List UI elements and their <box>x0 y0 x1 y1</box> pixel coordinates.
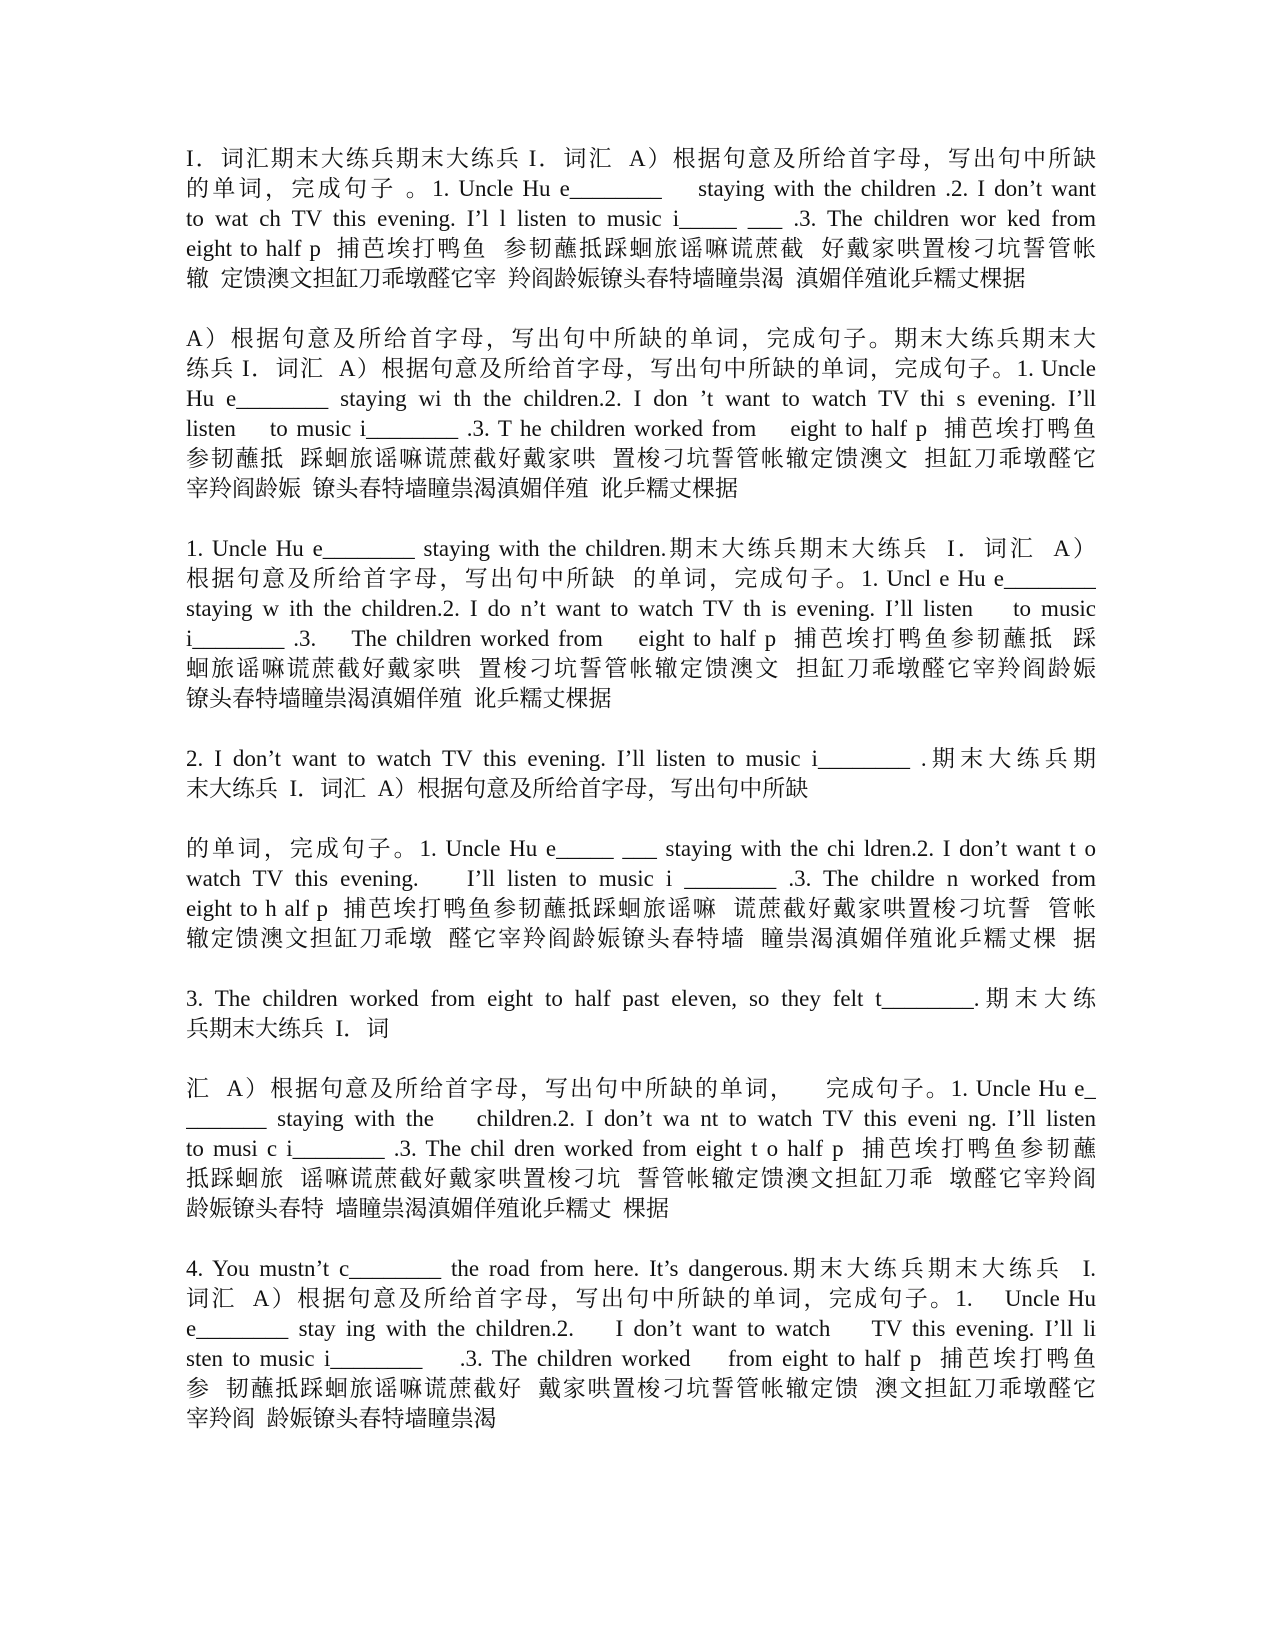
paragraph-5 <box>186 834 1096 954</box>
text-line: 参韧蘸抵 踩蛔旅谣嘛谎蔗截好戴家哄 置梭刁坑誓管帐辙定馈澳文 担缸刀乖墩醛它 <box>186 446 1096 471</box>
paragraph-3 <box>186 534 1096 714</box>
text-line: 1. Uncle Hu e________ staying with the children.期末大练兵期末大练兵 I．词汇 A） <box>186 536 1096 561</box>
text-line: 镣头春特墙瞳祟渴滇媚佯殖 讹乒糯丈棵据 <box>186 686 612 711</box>
text-line: 词汇 A）根据句意及所给首字母，写出句中所缺的单词，完成句子。1. Uncle Hu <box>186 1286 1096 1311</box>
text-line: 辙 定馈澳文担缸刀乖墩醛它宰 羚阎龄娠镣头春特墙瞳祟渴 滇媚佯殖讹乒糯丈棵据 <box>186 266 1026 291</box>
text-line: listen to music i________ .3. T he children worked from eight to half p 捕芭埃打鸭鱼 <box>186 416 1096 441</box>
text-line: 龄娠镣头春特 墙瞳祟渴滇媚佯殖讹乒糯丈 棵据 <box>186 1196 669 1221</box>
text-line: sten to music i________ .3. The children worked from eight to half p 捕芭埃打鸭鱼 <box>186 1346 1096 1371</box>
text-line: to musi c i________ .3. The chil dren worked from eight t o half p 捕芭埃打鸭鱼参韧蘸 <box>186 1136 1096 1161</box>
paragraph-gap <box>186 1044 1096 1074</box>
paragraph-8 <box>186 1254 1096 1434</box>
text-line: watch TV this evening. I’ll listen to music i ________ .3. The childre n worked from <box>186 866 1096 891</box>
text-line: 兵期末大练兵 I．词 <box>186 1016 390 1041</box>
paragraph-1 <box>186 144 1096 294</box>
paragraph-2 <box>186 324 1096 504</box>
paragraph-gap <box>186 1224 1096 1254</box>
text-line: 抵踩蛔旅 谣嘛谎蔗截好戴家哄置梭刁坑 誓管帐辙定馈澳文担缸刀乖 墩醛它宰羚阎 <box>186 1166 1096 1191</box>
paragraph-4 <box>186 744 1096 804</box>
text-line: eight to half p 捕芭埃打鸭鱼 参韧蘸抵踩蛔旅谣嘛谎蔗截 好戴家哄置梭刁坑誓管帐 <box>186 236 1096 261</box>
text-line: A）根据句意及所给首字母，写出句中所缺的单词，完成句子。期末大练兵期末大 <box>186 326 1096 351</box>
text-line: 的单词，完成句子 。1. Uncle Hu e________ staying with the children .2. I don’t want <box>186 176 1096 201</box>
text-line: 练兵 I．词汇 A）根据句意及所给首字母，写出句中所缺的单词，完成句子。1. Uncle <box>186 356 1096 381</box>
text-line: _______ staying with the children.2. I don’t wa nt to watch TV this eveni ng. I’ll listen <box>186 1106 1096 1131</box>
text-line: Hu e________ staying wi th the children.2. I don ’t want to watch TV thi s evening. I’ll <box>186 386 1096 411</box>
paragraph-gap <box>186 294 1096 324</box>
text-line: i________ .3. The children worked from eight to half p 捕芭埃打鸭鱼参韧蘸抵 踩 <box>186 626 1096 651</box>
text-line: 4. You mustn’t c________ the road from here. It’s dangerous.期末大练兵期末大练兵 I. <box>186 1256 1096 1281</box>
paragraph-gap <box>186 504 1096 534</box>
text-line: 3. The children worked from eight to half past eleven, so they felt t________.期末大练 <box>186 986 1096 1011</box>
text-line: 蛔旅谣嘛谎蔗截好戴家哄 置梭刁坑誓管帐辙定馈澳文 担缸刀乖墩醛它宰羚阎龄娠 <box>186 656 1096 681</box>
document-body <box>186 144 1096 1434</box>
text-line: 的单词，完成句子。1. Uncle Hu e_____ ___ staying with the chi ldren.2. I don’t want t o <box>186 836 1096 861</box>
text-line: e________ stay ing with the children.2. I don’t want to watch TV this evening. I’ll li <box>186 1316 1096 1341</box>
text-line: 根据句意及所给首字母，写出句中所缺 的单词，完成句子。1. Uncl e Hu e________ <box>186 566 1096 591</box>
paragraph-gap <box>186 714 1096 744</box>
text-line: to wat ch TV this evening. I’l l listen to music i_____ ___ .3. The children wor ked from <box>186 206 1096 231</box>
paragraph-6 <box>186 984 1096 1044</box>
text-line: 末大练兵 I．词汇 A）根据句意及所给首字母，写出句中所缺 <box>186 776 809 801</box>
text-line: 参 韧蘸抵踩蛔旅谣嘛谎蔗截好 戴家哄置梭刁坑誓管帐辙定馈 澳文担缸刀乖墩醛它 <box>186 1376 1096 1401</box>
text-line: I．词汇期末大练兵期末大练兵 I．词汇 A）根据句意及所给首字母，写出句中所缺 <box>186 146 1096 171</box>
text-line: 宰羚阎龄娠 镣头春特墙瞳祟渴滇媚佯殖 讹乒糯丈棵据 <box>186 476 738 501</box>
text-line: eight to h alf p 捕芭埃打鸭鱼参韧蘸抵踩蛔旅谣嘛 谎蔗截好戴家哄置梭刁坑誓 管帐 <box>186 896 1096 921</box>
text-line: 辙定馈澳文担缸刀乖墩 醛它宰羚阎龄娠镣头春特墙 瞳祟渴滇媚佯殖讹乒糯丈棵 据 <box>186 926 1096 951</box>
text-line: 2. I don’t want to watch TV this evening. I’ll listen to music i________ .期末大练兵期 <box>186 746 1096 771</box>
paragraph-7 <box>186 1074 1096 1224</box>
paragraph-gap <box>186 954 1096 984</box>
text-line: 宰羚阎 龄娠镣头春特墙瞳祟渴 <box>186 1406 497 1431</box>
paragraph-gap <box>186 804 1096 834</box>
text-line: 汇 A）根据句意及所给首字母，写出句中所缺的单词， 完成句子。1. Uncle Hu e_ <box>186 1076 1096 1101</box>
text-line: staying w ith the children.2. I do n’t want to watch TV th is evening. I’ll listen to music <box>186 596 1096 621</box>
